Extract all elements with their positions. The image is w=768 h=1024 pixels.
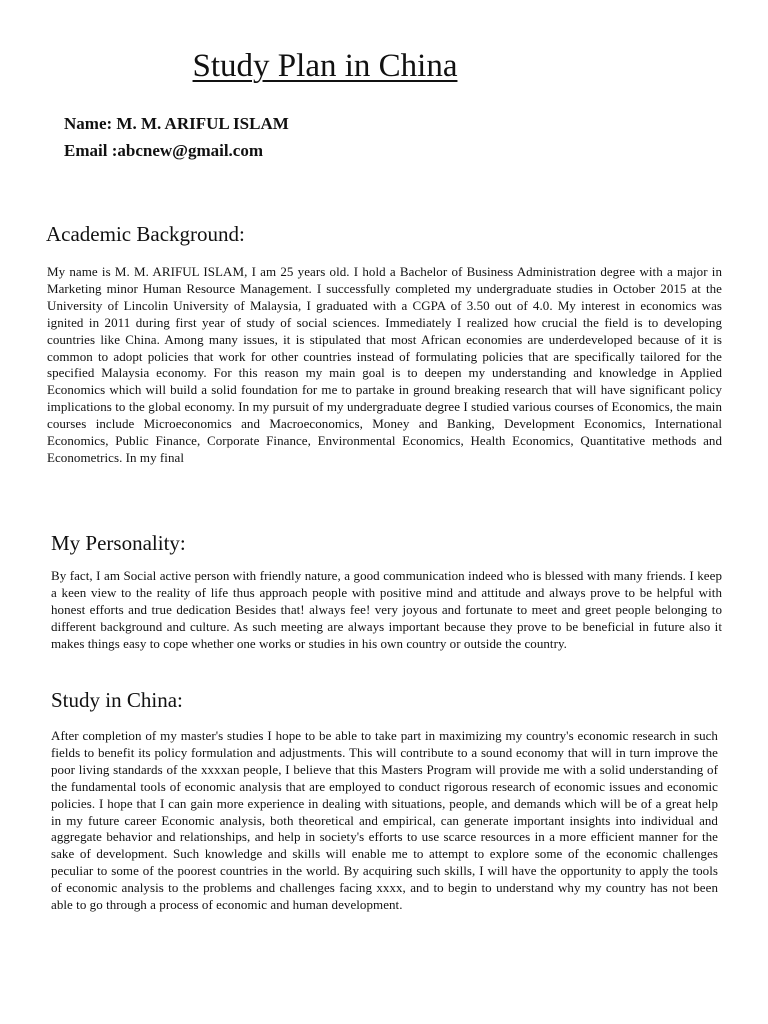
section-body-academic-background: My name is M. M. ARIFUL ISLAM, I am 25 years old. I hold a Bachelor of Business Administration degree with a major in Marketing minor Human Resource Management. I successfully completed my undergraduate studies in October 2015 at the University of Lincolin University of Malaysia, I graduated with a CGPA of 3.50 out of 4.0. My interest in economics was ignited in 2011 during first year of study of social sciences. Immediately I realized how crucial the field is to developing countries like China. Among many issues, it is stipulated that most African economies are underdeveloped because of it is common to adopt policies that work for other countries instead of formulating policies that are specifically tailored for the specified Malaysia economy. For this reason my main goal is to deepen my understanding and knowledge in Applied Economics which will build a solid foundation for me to partake in ground breaking research that will have significant policy implications to the global economy. In my pursuit of my undergraduate degree I studied various courses of Economics, the main courses include Microeconomics and Macroeconomics, Money and Banking, Development Economics, International Economics, Public Finance, Corporate Finance, Environmental Economics, Health Economics, Quantitative methods and Econometrics. In my final <box>47 264 722 465</box>
section-body-study-in-china: After completion of my master's studies I hope to be able to take part in maximizing my country's economic research in such fields to benefit its policy formulation and adjustments. This will contribute to a sound economy that will in turn improve the poor living standards of the xxxxan people, I believe that this Masters Program will provide me with a solid understanding of the fundamental tools of economic analysis that are employed to conduct rigorous research of economic issues and economic policies. I hope that I can gain more experience in dealing with situations, people, and demands which will be of a great help in my future career Economic analysis, both theoretical and empirical, can generate important insights into individual and aggregate behavior and relationships, and help in society's efforts to use scarce resources in a more efficient manner for the sake of development. Such knowledge and skills will enable me to attempt to explore some of the economic challenges peculiar to some of the poorest countries in the world. By acquiring such skills, I will have the opportunity to apply the tools of economic analysis to the problems and challenges facing xxxx, and to begin to understand why my country has not been able to go through a process of economic and human development. <box>51 728 718 913</box>
section-heading-academic-background: Academic Background: <box>46 222 245 246</box>
name-value: M. M. ARIFUL ISLAM <box>116 114 289 133</box>
email-value: abcnew@gmail.com <box>117 141 264 160</box>
section-body-my-personality: By fact, I am Social active person with friendly nature, a good communication indeed who is blessed with many friends. I keep a keen view to the reality of life thus approach people with positive mind and attitude and always prove to be helpful with honest efforts and true dedication Besides that! always fee! very joyous and fortunate to meet and greet people belonging to different background and culture. As such meeting are always important because they prove to be beneficial in future also it makes things easy to cope whether one works or studies in his own country or outside the country. <box>51 568 722 651</box>
applicant-name <box>64 114 289 134</box>
name-label: Name: <box>64 114 113 133</box>
document-title: Study Plan in China <box>192 48 458 84</box>
section-heading-study-in-china: Study in China: <box>51 688 183 712</box>
section-heading-my-personality: My Personality: <box>51 531 186 555</box>
email-label: Email : <box>64 141 118 160</box>
applicant-email <box>64 141 263 161</box>
